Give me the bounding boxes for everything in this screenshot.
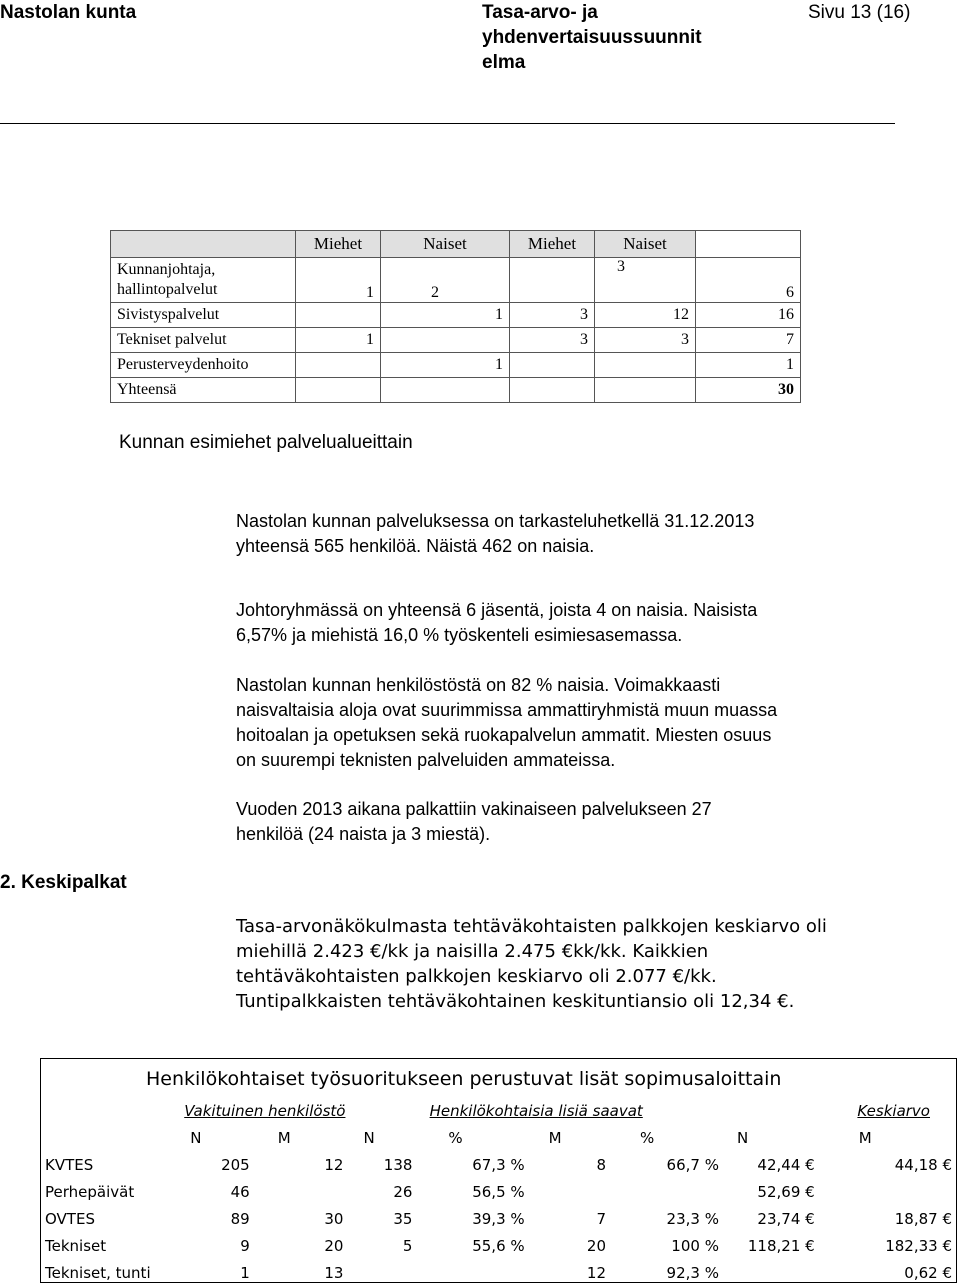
table-cell: [264, 1178, 350, 1205]
header-cell: Naiset: [595, 231, 696, 258]
table-cell: 3: [595, 328, 696, 353]
table-cell: 1: [240, 1263, 250, 1282]
table-row: [111, 258, 801, 303]
table-cell: [612, 1178, 723, 1205]
table-cell: 118,21 €: [747, 1236, 815, 1255]
paragraph-line: naisvaltaisia aloja ovat suurimmissa ammattiryhmistä muun muassa: [236, 700, 778, 720]
paragraph-line: miehillä 2.423 €/kk ja naisilla 2.475 €kk/kk. Kaikkien: [236, 941, 709, 962]
header-divider: [0, 123, 895, 124]
table-row: [41, 1232, 956, 1259]
table-cell: 18,87 €: [894, 1209, 952, 1228]
row-label: Yhteensä: [111, 378, 296, 403]
paragraph-line: 6,57% ja miehistä 16,0 % työskenteli esimiesasemassa.: [236, 625, 683, 645]
paragraph-line: Nastolan kunnan henkilöstöstä on 82 % naisia. Voimakkaasti: [236, 675, 721, 695]
table-cell: [819, 1178, 956, 1205]
paragraph-line: Tuntipalkkaisten tehtäväkohtainen keskituntiansio oli 12,34 €.: [236, 991, 795, 1012]
paragraph-line: tehtäväkohtaisten palkkojen keskiarvo oli 2.077 €/kk.: [236, 966, 717, 987]
table-cell: 182,33 €: [885, 1236, 952, 1255]
table-cell: 138: [383, 1155, 413, 1174]
paragraph-line: Vuoden 2013 aikana palkattiin vakinaiseen palvelukseen 27: [236, 799, 712, 819]
table-cell: [296, 378, 381, 403]
group-header: Henkilökohtaisia lisiä saavat: [429, 1101, 643, 1120]
row-label: Tekniset palvelut: [111, 328, 296, 353]
paragraph-female-share: [236, 673, 896, 773]
row-label: KVTES: [45, 1155, 94, 1174]
column-header: M: [858, 1128, 872, 1147]
table-cell: [430, 1259, 528, 1286]
table-cell: [381, 328, 510, 353]
paragraph-line: henkilöä (24 naista ja 3 miestä).: [236, 824, 491, 844]
paragraph-management-team: [236, 598, 896, 648]
group-header: Keskiarvo: [857, 1101, 930, 1120]
table-cell: 46: [230, 1182, 250, 1201]
table-row: [41, 1259, 956, 1286]
column-header: %: [640, 1128, 655, 1147]
table-cell: 16: [696, 303, 801, 328]
header-cell-blank: [111, 231, 296, 258]
header-cell: Miehet: [510, 231, 595, 258]
table-caption: Kunnan esimiehet palvelualueittain: [119, 432, 413, 453]
table-cell: 3: [510, 303, 595, 328]
header-page-number: Sivu 13 (16): [808, 2, 911, 23]
table-cell: 12: [324, 1155, 344, 1174]
table-row-total: [111, 378, 801, 403]
row-label: OVTES: [45, 1209, 95, 1228]
row-label: Perusterveydenhoito: [111, 353, 296, 378]
table-cell: 92,3 %: [666, 1263, 719, 1282]
table-cell: 13: [324, 1263, 344, 1282]
table-cell: 12: [595, 303, 696, 328]
table-cell: 55,6 %: [472, 1236, 525, 1255]
table-row: [41, 1178, 956, 1205]
table-cell: 44,18 €: [894, 1155, 952, 1174]
paragraph-line: Johtoryhmässä on yhteensä 6 jäsentä, joista 4 on naisia. Naisista: [236, 600, 758, 620]
table-cell: [510, 353, 595, 378]
managers-table-header: [111, 231, 801, 258]
row-label: Tekniset: [45, 1236, 107, 1255]
bonus-table-frame: [40, 1058, 957, 1283]
table-cell: [595, 353, 696, 378]
column-cell-blank: [41, 1124, 180, 1151]
section-heading: 2. Keskipalkat: [0, 872, 127, 893]
table-cell: 20: [324, 1236, 344, 1255]
table-cell: 66,7 %: [666, 1155, 719, 1174]
table-cell: 23,3 %: [666, 1209, 719, 1228]
table-cell: 35: [393, 1209, 413, 1228]
table-cell: 5: [402, 1236, 413, 1255]
table-cell: 8: [596, 1155, 606, 1174]
bonus-table-column-row: [41, 1124, 956, 1151]
header-document-title: [482, 0, 702, 75]
header-title-line-2: yhdenvertaisuussuunnit: [482, 27, 702, 48]
table-row: [111, 353, 801, 378]
bonus-table-group-row: [41, 1097, 956, 1124]
column-header: %: [448, 1128, 463, 1147]
table-cell: [381, 378, 510, 403]
section-paragraph-salaries: [236, 914, 896, 1014]
paragraph-line: hoitoalan ja opetuksen sekä ruokapalvelun ammatit. Miesten osuus: [236, 725, 772, 745]
table-cell: 3: [510, 328, 595, 353]
managers-table: [110, 230, 801, 403]
column-header: N: [190, 1128, 202, 1147]
table-row: [41, 1151, 956, 1178]
header-organization: Nastolan kunta: [0, 2, 137, 23]
group-header: Vakituinen henkilöstö: [184, 1101, 346, 1120]
column-header: M: [548, 1128, 562, 1147]
group-cell-blank: [41, 1097, 180, 1124]
paragraph-line: Nastolan kunnan palveluksessa on tarkasteluhetkellä 31.12.2013: [236, 511, 755, 531]
table-cell: 1: [696, 353, 801, 378]
table-cell: 56,5 %: [472, 1182, 525, 1201]
table-cell: [296, 353, 381, 378]
row-label-line: Kunnanjohtaja,: [117, 261, 216, 278]
table-cell: [595, 378, 696, 403]
row-label-line: hallintopalvelut: [117, 281, 218, 298]
paragraph-staff-count: [236, 509, 896, 559]
table-cell: 52,69 €: [757, 1182, 815, 1201]
table-cell-blank: [510, 258, 595, 303]
row-label: Tekniset, tunti: [45, 1263, 151, 1282]
table-cell: 30: [324, 1209, 344, 1228]
table-cell: 0,62 €: [904, 1263, 952, 1282]
table-cell: 1: [296, 328, 381, 353]
table-cell: [349, 1259, 430, 1286]
table-cell: 7: [696, 328, 801, 353]
table-cell: [723, 1259, 819, 1286]
table-cell: 42,44 €: [757, 1155, 815, 1174]
table-cell: 3: [595, 258, 696, 303]
table-cell: 205: [221, 1155, 250, 1174]
row-label: Sivistyspalvelut: [111, 303, 296, 328]
table-cell: 9: [240, 1236, 250, 1255]
table-cell: 1: [381, 303, 510, 328]
table-cell: [510, 378, 595, 403]
paragraph-line: on suurempi teknisten palveluiden ammateissa.: [236, 750, 616, 770]
column-header: N: [736, 1128, 749, 1147]
column-header: M: [277, 1128, 291, 1147]
table-cell: 1: [381, 353, 510, 378]
header-title-line-1: Tasa-arvo- ja: [482, 2, 598, 23]
header-title-line-3: elma: [482, 52, 526, 73]
table-cell: 12: [586, 1263, 606, 1282]
paragraph-line: yhteensä 565 henkilöä. Näistä 462 on naisia.: [236, 536, 595, 556]
table-cell: 20: [586, 1236, 606, 1255]
bonus-table-title: Henkilökohtaiset työsuoritukseen perustuvat lisät sopimusaloittain: [146, 1068, 782, 1090]
table-cell: 23,74 €: [757, 1209, 815, 1228]
table-cell: 39,3 %: [472, 1209, 525, 1228]
table-cell: 30: [696, 378, 801, 403]
bonus-table: [41, 1097, 956, 1286]
column-header: N: [363, 1128, 375, 1147]
table-cell: 26: [393, 1182, 413, 1201]
header-cell-blank: [696, 231, 801, 258]
table-row: [41, 1205, 956, 1232]
table-cell: 89: [230, 1209, 250, 1228]
table-cell: 1: [296, 258, 381, 303]
table-cell: 6: [696, 258, 801, 303]
table-row: [111, 328, 801, 353]
table-cell: [296, 303, 381, 328]
table-cell: 7: [596, 1209, 606, 1228]
table-cell: 67,3 %: [472, 1155, 525, 1174]
header-cell: Naiset: [381, 231, 510, 258]
table-cell: [529, 1178, 612, 1205]
table-cell: 2: [381, 258, 510, 303]
row-label: [111, 258, 296, 303]
table-cell: 100 %: [671, 1236, 719, 1255]
table-row: [111, 303, 801, 328]
header-cell: Miehet: [296, 231, 381, 258]
paragraph-line: Tasa-arvonäkökulmasta tehtäväkohtaisten palkkojen keskiarvo oli: [236, 916, 827, 937]
paragraph-hiring: [236, 797, 896, 847]
row-label: Perhepäivät: [45, 1182, 135, 1201]
